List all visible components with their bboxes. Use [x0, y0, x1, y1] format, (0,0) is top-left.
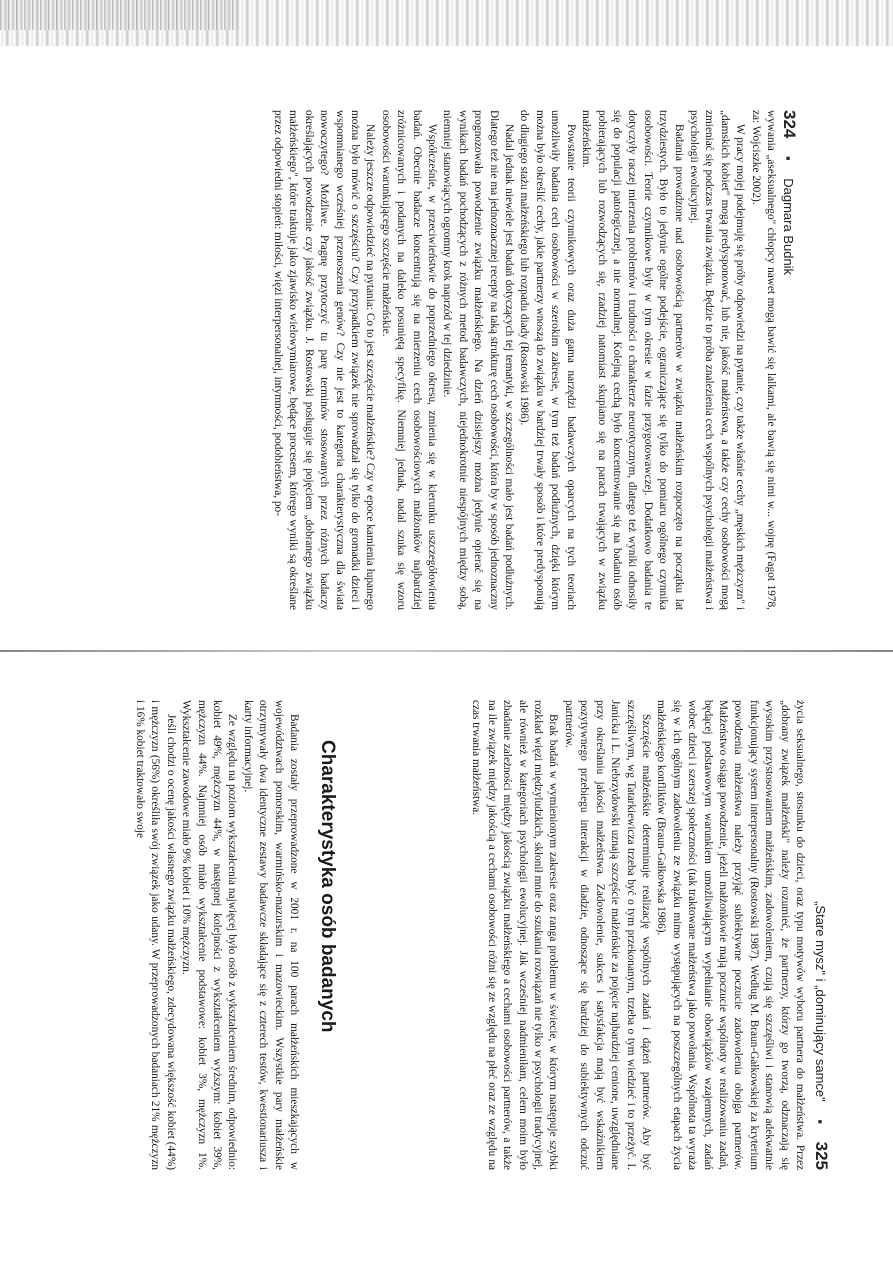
page-header-right	[811, 700, 831, 1170]
paragraph: W pracy mojej podejmuję się próby odpowiedzi na pytanie, czy także właśnie cechy „męskich mężczyzn" i „damskich kobiet" mogą predysponować, lub nie, jakość małżeństwa, a także czy cechy osobowości mogą zmieniać się podczas trwania związku. Będzie to próba znalezienia cech wspólnych psychologii małżeństwa i psychologii ewolucyjnej.	[687, 110, 747, 610]
paragraph: Szczęście małżeńskie determinuje realizację wspólnych zadań i dążeń partnerów. Aby być szczęśliwym, wg Tatarkiewicza trzeba być o tym przekonanym, trzeba o tym wiedzieć i to przeżyć. I. Janicka i L. Niebrzydowski uznają szczęście małżeńskie za pojęcie najbardziej cenione, uwzględniane przy określaniu jakości małżeństwa. Zadowolenie, sukces i satysfakcja mają być wskaźnikiem pozytywnego przebiegu interakcji w diadzie, odnoszące się bardziej do subiektywnych odczuć partnerów.	[562, 700, 652, 1170]
page-number: 325	[812, 1141, 831, 1170]
paragraph: wywania „aseksualnego" chłopcy nawet mogą bawić się lalkami, ale bawią się nimi w... wojnę (Fagot 1978, za: Wojciszke 2002).	[749, 110, 777, 610]
paragraph: Należy jeszcze odpowiedzieć na pytania: Co to jest szczęście małżeńskie? Czy w epoce kamienia łupanego można było mówić o szczęściu? Czy przypadkiem związek nie sprowadzał się tylko do gromadki dzieci i wspomnianego wcześniej przenoszenia genów? Czy nie jest to kategoria charakterystyczna dla świata nowoczytego? Możliwe. Pragnę przytoczyć tu parę terminów stosowanych przez różnych badaczy określających powodzenie czy jakość związku. J. Rostowski posługuje się pojęciem „dobranego związku małżeńskiego", które traktuje jako zjawisko wielowymiarowe, będące procesem, którego wyniki są określane przez odpowiedni stopień: miłości, więzi interpersonalnej, intymności, podobieństwa, po-	[272, 110, 377, 610]
paragraph: Ze względu na poziom wykształcenia najwięcej było osób z wykształceniem średnim, odpowiednio: kobiet 49%, mężczyzn 44%, w następnej kolejności z wykształceniem wyższym: kobiet 39%, mężczyzn 44%. Najmniej osób miało wykształcenie podstawowe: kobiet 3%, mężczyzn 1%. Wykształcenie zawodowe miało 9% kobiet i 10% mężczyzn.	[180, 700, 239, 1170]
paragraph: Współcześnie, w przeciwieństwie do poprzedniego okresu, zmienia się w kierunku uszczegółowienia badań. Obecnie badacze koncentrują się na mierzeniu cech osobowościowych małżonków najbardziej zróżnicowanych i podanych na daleko posuniętą specyfikę. Niemniej jednak, nadal szuka się wzoru osobowości warunkującego szczęście małżeńskie.	[379, 110, 439, 610]
paragraph: Powstanie teorii czynnikowych oraz duża gama narzędzi badawczych oparcych na tych teoriach umożliwiły badania cech osobowości w szerokim zakresie, w tym też badań podłużnych, dzięki którym można było określić cechy, jakie partnerzy wnoszą do związku w bardziej trwały sposób i które predysponują do długiego stażu małżeńskiego lub rozpadu diady (Rostowski 1986).	[518, 110, 577, 610]
paragraph: Brak badań w wymienionym zakresie oraz ranga problemu w świecie, w którym następuje szybki rozkład więzi międzyludzkich, skłonił mnie do szukania rozwiązań nie tylko w psychologii tradycyjnej, ale również w kategoriach psychologii ewolucyjnej. Jak wcześniej nadmieniłam, celem moim było zbadanie zależności między jakością związku małżeńskiego a cechami osobowości partnerów, a także na ile związek między jakością a cechami osobowości różni się ze względu na płeć oraz ze względu na czas trwania małżeństwa.	[470, 700, 560, 1170]
paragraph: Jeśli chodzi o ocenę jakości własnego związku małżeńskiego, zdecydowana większość kobiet (44%) i mężczyzn (56%) określiła swój związek jako udany. W przeprowadzonych badaniach 21% mężczyzn i 16% kobiet traktowało swoje	[133, 700, 177, 1170]
header-bullet: ▪	[813, 1119, 828, 1124]
page-number: 324	[780, 110, 799, 139]
header-bullet: ▪	[781, 156, 796, 161]
paragraph: Badania prowadzone nad osobowością partnerów w związku małżeńskim rozpoczęto na początku lat trzydziestych. Było to jedynie ogólne podejście, ograniczające się tylko do pomiaru ogólnego czynnika osobowości. Teorie czynnikowe były w tym okresie w fazie przygotowawczej. Dodatkowo badania te dotyczyły raczej mierzenia problemów i trudności o charakterze neurotycznym, dlatego też wyniki odnosiły się do populacji patologicznej, a nie normalnej. Kolejną cechą było koncentrowanie się na badaniu osób pobierających lub rozwodzących się, rzadziej natomiast skupiano się na parach trwających w związku małżeńskim.	[580, 110, 685, 610]
paragraph: Nadal jednak niewiele jest badań dotyczących tej tematyki, w szczególności mało jest badań podłużnych. Dlatego też nie ma jednoznacznej recepty na taką strukturę cech osobowości, która by w sposób jednoznaczny prognozowała powodzenie związku małżeńskiego. Na dzień dzisiejszy można jedynie opierać się na wynikach badań pochodzących z różnych metod badawczych, niejednokrotnie niespójnych między sobą, niemniej stanowiących ogromny krok naprzód w tej dziedzinie.	[441, 110, 516, 610]
section-heading: Charakterystyka osób badanych	[317, 740, 338, 1033]
paragraph: życia seksualnego, stosunku do dzieci, oraz typu motywów wyboru partnera do małżeństwa. Przez „dobrany związek małżeński" należy rozumieć, że partnerzy, którzy go tworzą, odznaczają się wysokim przystosowaniem małżeńskim, zadowoleniem, czują się szczęśliwi i stanowią adekwatnie funkcjonujący system interpersonalny (Rostowski 1987). Według M. Braun-Gałkowskiej za kryterium powodzenia małżeństwa należy przyjąć subiektywne poczucie zadowolenia obojga partnerów. Małżeństwo osiąga powodzenie, jeżeli małżonkowie mają poczucie wspólnoty w realizowaniu zadań, będącej podstawowym warunkiem umożliwiającym wypełnianie obowiązków wzajemnych, zadań wobec dzieci i szerszej społeczności (tak traktowane małżeństwa jako powołania. Wspólnota ta wyraża się w ich ogólnym zadowoleniu ze związku mimo występujących na poszczególnych etapach życia małżeńskiego konfliktów (Braun-Gałkowska 1986).	[655, 700, 806, 1170]
running-title: „Stare mysz" i „dominujący samce"	[813, 901, 828, 1102]
author-name: Dagmara Budnik	[781, 178, 796, 276]
text-column-lower	[101, 700, 301, 1170]
text-column-upper	[470, 700, 807, 1170]
paragraph: Badania zostały przeprowadzone w 2001 r. na 100 parach małżeńskich mieszkających w województwach pomorskim, warmińsko-mazurskim i mazowieckim. Wszystkie pary małżeńskie otrzymywały dwa identyczne zestawy badawcze składające się z czterech testów, kwestionariusza i karty informacyjnej.	[241, 700, 300, 1170]
